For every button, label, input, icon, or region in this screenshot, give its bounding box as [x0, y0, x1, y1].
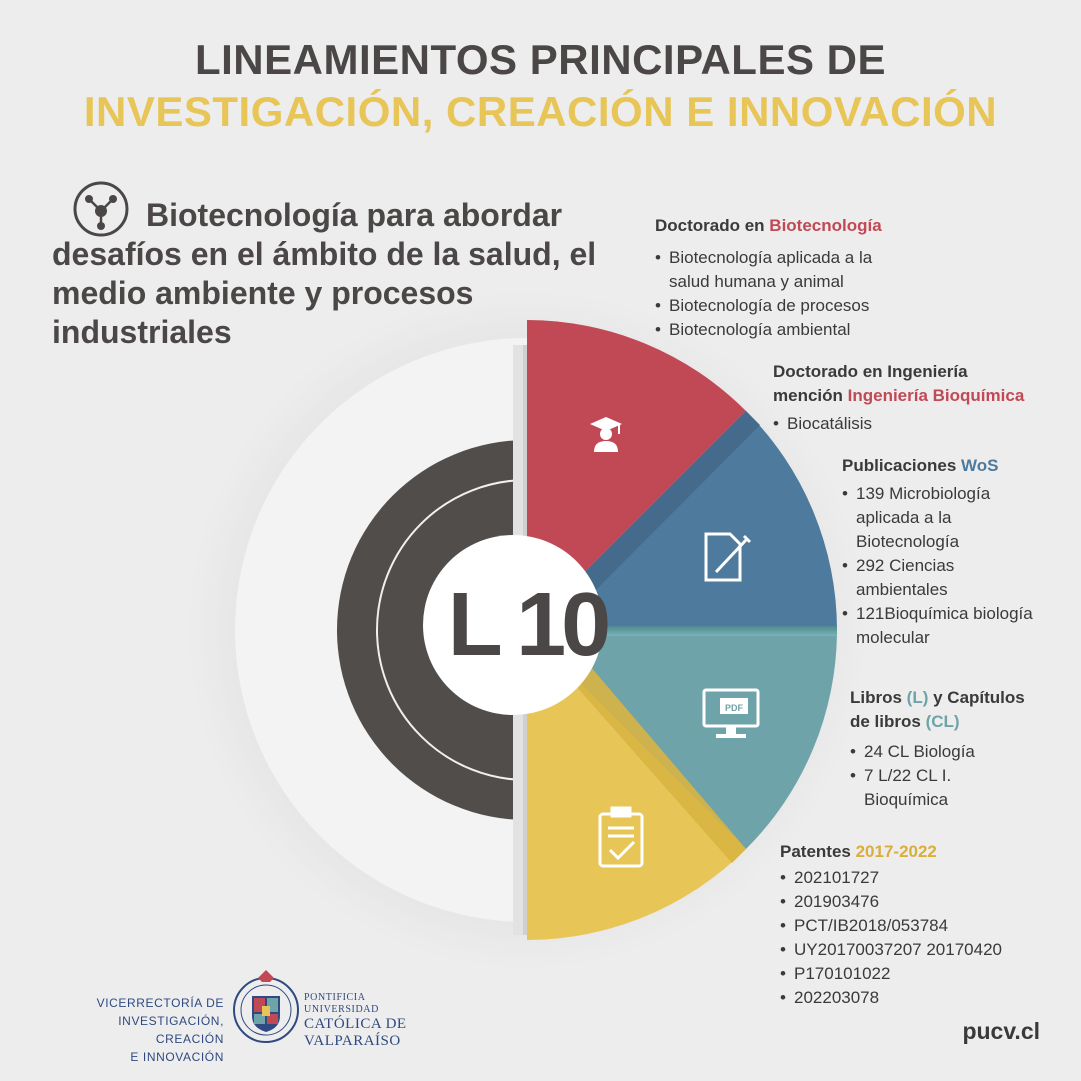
list-item: • 7 L/22 CL I. Bioquímica	[850, 764, 984, 812]
section-libros	[850, 686, 1060, 812]
list-item: • UY20170037207 20170420	[780, 938, 1060, 962]
list-item: • 202203078	[780, 986, 1060, 1010]
list-item: • Biotecnología ambiental	[655, 318, 955, 342]
list-item: • Biotecnología de procesos	[655, 294, 955, 318]
section-doctorado-ingenieria	[773, 360, 1073, 436]
list-item: • 121Bioquímica biología molecular	[842, 602, 1036, 650]
section-patentes	[780, 840, 1060, 1010]
center-label: L 10	[447, 575, 607, 675]
section-heading-2: de libros (CL)	[850, 712, 960, 731]
title-line-2: INVESTIGACIÓN, CREACIÓN E INNOVACIÓN	[83, 88, 998, 135]
section-publicaciones	[842, 454, 1052, 650]
university-name: PONTIFICIA UNIVERSIDAD CATÓLICA DE VALPARAÍSO	[304, 992, 407, 1049]
section-heading: Libros (L) y Capítulos	[850, 688, 1025, 707]
list-item: • 202101727	[780, 866, 1060, 890]
section-heading: Publicaciones WoS	[842, 456, 999, 475]
section-heading: Doctorado en Biotecnología	[655, 216, 882, 235]
svg-text:PDF: PDF	[725, 703, 743, 713]
title-line-1: LINEAMIENTOS PRINCIPALES DE	[194, 36, 887, 83]
section-doctorado-biotecnologia	[655, 214, 955, 342]
list-item: • P170101022	[780, 962, 1060, 986]
section-heading-2: mención Ingeniería Bioquímica	[773, 386, 1025, 405]
headline: Biotecnología para abordar desafíos en el ámbito de la salud, el medio ambiente y procesos industriales	[52, 197, 597, 350]
website-link[interactable]: pucv.cl	[962, 1018, 1040, 1044]
list-item: • 292 Ciencias ambientales	[842, 554, 996, 602]
vicerrectoria-label: VICERRECTORÍA DE INVESTIGACIÓN, CREACIÓN E INNOVACIÓN	[96, 996, 224, 1064]
section-heading: Doctorado en Ingeniería	[773, 362, 968, 381]
list-item: • 201903476	[780, 890, 1060, 914]
list-item: • PCT/IB2018/053784	[780, 914, 1060, 938]
university-seal-icon	[232, 968, 300, 1048]
list-item: • Biocatálisis	[773, 412, 1073, 436]
section-heading: Patentes 2017-2022	[780, 842, 937, 861]
list-item: • 24 CL Biología	[850, 740, 1060, 764]
list-item: • Biotecnología aplicada a la salud humana y animal	[655, 246, 909, 294]
list-item: • 139 Microbiología aplicada a la Biotecnología	[842, 482, 1006, 554]
